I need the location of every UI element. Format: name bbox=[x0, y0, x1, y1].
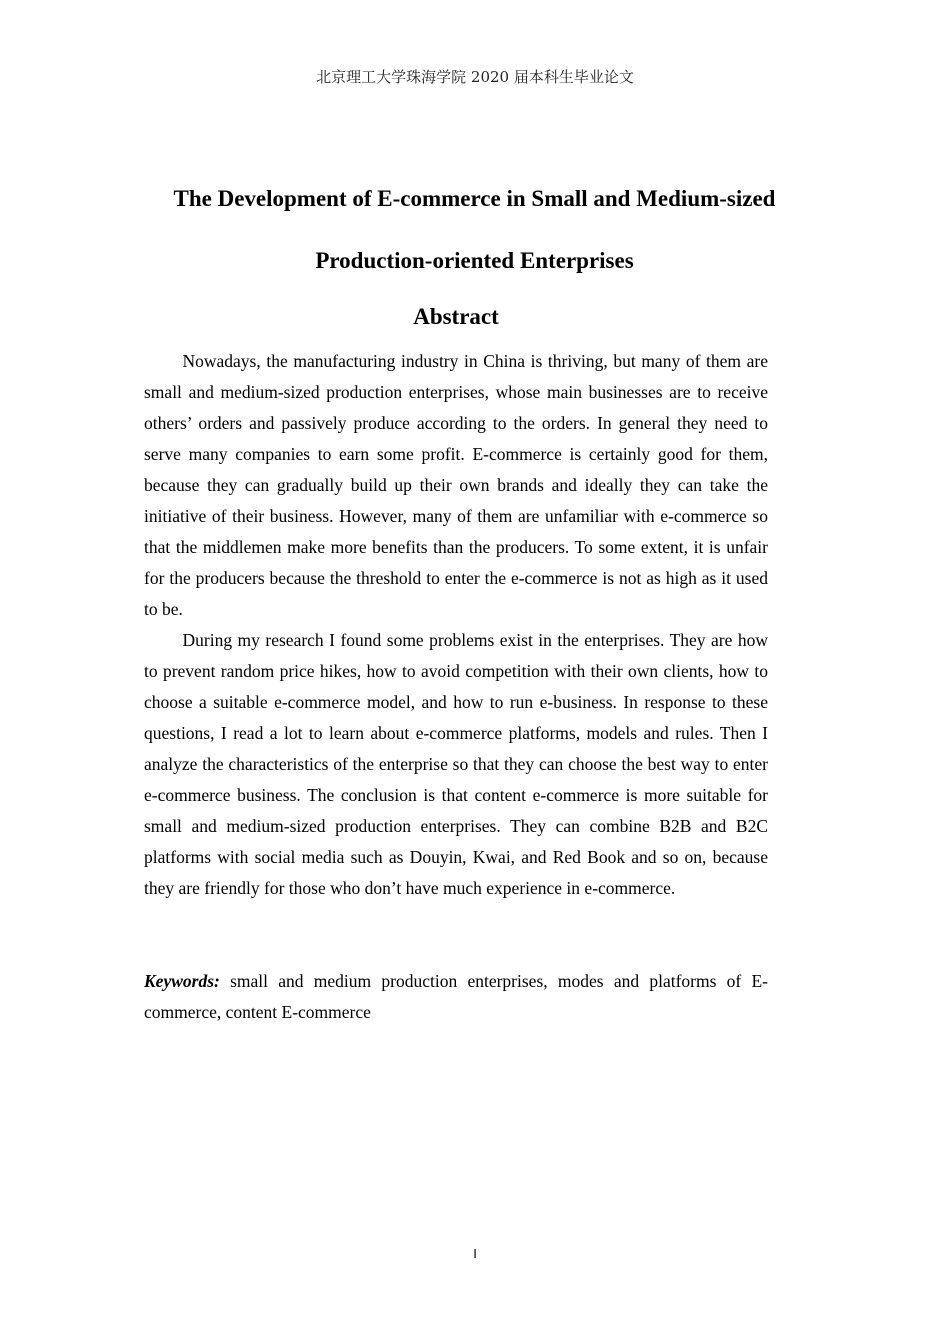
paper-title-line-1: The Development of E-commerce in Small and Medium-sized bbox=[173, 186, 776, 211]
page-number: I bbox=[473, 1246, 477, 1261]
keywords-section bbox=[144, 966, 768, 1028]
keywords-label: Keywords: bbox=[144, 971, 231, 991]
abstract-body bbox=[144, 346, 768, 904]
abstract-heading: Abstract bbox=[413, 304, 499, 329]
abstract-paragraph: Nowadays, the manufacturing industry in China is thriving, but many of them are small and medium-sized production enterprises, whose main businesses are to receive others’ orders and passively produce according to the orders. In general they need to serve many companies to earn some profit. E-commerce is certainly good for them, because they can gradually build up their own brands and ideally they can take the initiative of their business. However, many of them are unfamiliar with e-commerce so that the middlemen make more benefits than the producers. To some extent, it is unfair for the producers because the threshold to enter the e-commerce is not as high as it used to be. bbox=[144, 351, 768, 619]
paper-title-line-2: Production-oriented Enterprises bbox=[315, 248, 634, 273]
keywords-text: small and medium production enterprises, modes and platforms of E-commerce, content E-commerce bbox=[144, 971, 769, 1022]
abstract-paragraph: During my research I found some problems exist in the enterprises. They are how to prevent random price hikes, how to avoid competition with their own clients, how to choose a suitable e-commerce model, and how to run e-business. In response to these questions, I read a lot to learn about e-commerce platforms, models and rules. Then I analyze the characteristics of the enterprise so that they can choose the best way to enter e-commerce business. The conclusion is that content e-commerce is more suitable for small and medium-sized production enterprises. They can combine B2B and B2C platforms with social media such as Douyin, Kwai, and Red Book and so on, because they are friendly for those who don’t have much experience in e-commerce. bbox=[144, 630, 768, 898]
running-header: 北京理工大学珠海学院 2020 届本科生毕业论文 bbox=[316, 68, 634, 86]
